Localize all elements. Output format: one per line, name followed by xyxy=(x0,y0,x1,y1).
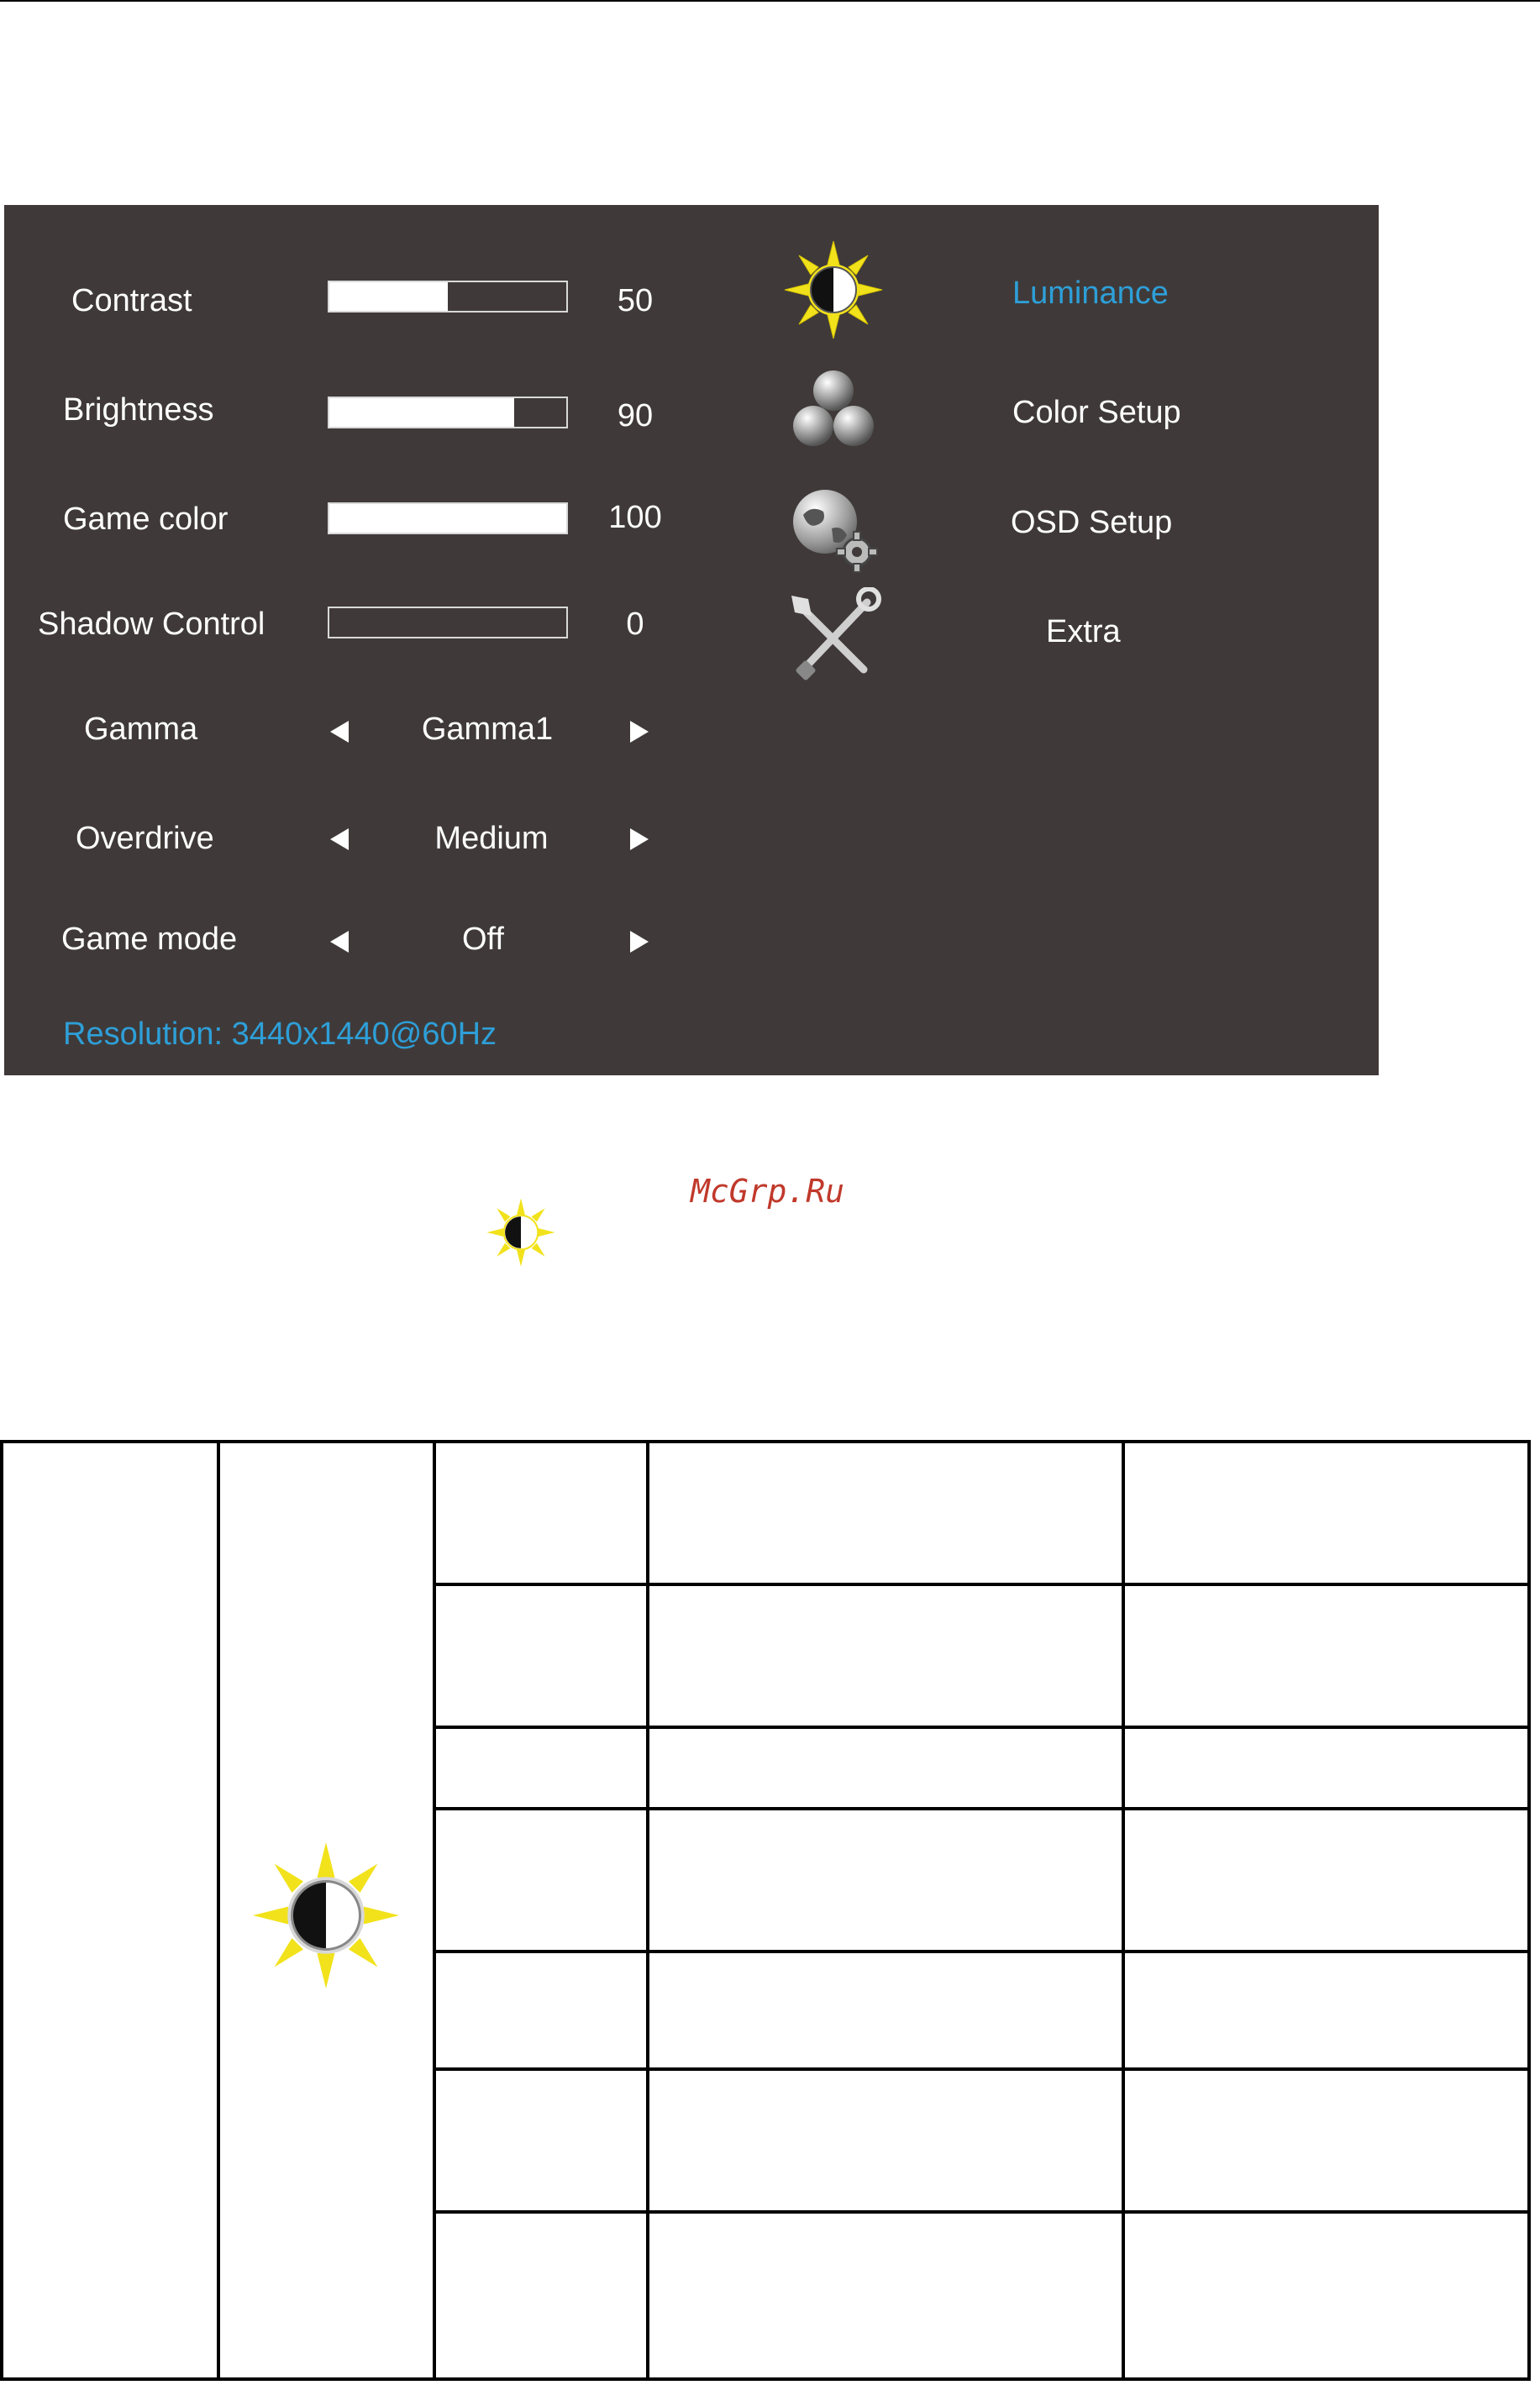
table-cell-main-menu xyxy=(0,1440,220,2381)
table-cell xyxy=(433,1440,649,1586)
table-cell xyxy=(1122,2210,1531,2381)
contrast-label: Contrast xyxy=(71,283,192,318)
table-cell xyxy=(646,1726,1125,1810)
game-mode-label: Game mode xyxy=(61,922,238,957)
table-cell xyxy=(433,1583,649,1729)
brightness-value: 90 xyxy=(617,398,654,433)
game-mode-prev-arrow[interactable] xyxy=(330,931,349,953)
table-cell xyxy=(646,1950,1125,2071)
shadow-control-label: Shadow Control xyxy=(38,607,265,642)
menu-item-osd-setup[interactable]: OSD Setup xyxy=(1011,505,1173,540)
table-cell xyxy=(433,1726,649,1810)
table-cell xyxy=(646,1440,1125,1586)
table-cell xyxy=(433,1950,649,2071)
extra-tools-icon[interactable] xyxy=(783,587,884,688)
menu-item-color-setup[interactable]: Color Setup xyxy=(1012,395,1181,430)
osd-panel xyxy=(4,205,1379,1075)
game-mode-value: Off xyxy=(462,922,504,957)
menu-item-luminance[interactable]: Luminance xyxy=(1012,276,1169,311)
table-cell xyxy=(1122,1440,1531,1586)
table-cell xyxy=(433,2067,649,2214)
brightness-slider[interactable] xyxy=(328,397,568,428)
top-rule xyxy=(0,0,1540,2)
table-cell xyxy=(646,2067,1125,2214)
table-cell xyxy=(646,1807,1125,1953)
contrast-slider[interactable] xyxy=(328,281,568,313)
game-color-value: 100 xyxy=(608,500,662,535)
shadow-control-value: 0 xyxy=(626,607,644,642)
game-color-slider-fill xyxy=(329,504,566,533)
brightness-label: Brightness xyxy=(63,392,214,428)
overdrive-next-arrow[interactable] xyxy=(630,828,649,850)
menu-item-extra[interactable]: Extra xyxy=(1046,614,1121,649)
luminance-small-icon xyxy=(486,1197,556,1268)
osd-setup-icon[interactable] xyxy=(783,478,884,579)
game-color-label: Game color xyxy=(63,502,229,537)
settings-table xyxy=(0,1440,1531,2381)
gamma-next-arrow[interactable] xyxy=(630,721,649,743)
table-cell xyxy=(433,1807,649,1953)
game-color-slider[interactable] xyxy=(328,502,568,534)
luminance-icon[interactable] xyxy=(783,239,884,340)
resolution-info: Resolution: 3440x1440@60Hz xyxy=(63,1017,497,1052)
contrast-slider-fill xyxy=(329,282,448,311)
gamma-prev-arrow[interactable] xyxy=(330,721,349,743)
gamma-label: Gamma xyxy=(84,712,198,747)
overdrive-label: Overdrive xyxy=(76,821,214,856)
shadow-control-slider[interactable] xyxy=(328,607,568,638)
color-setup-icon[interactable] xyxy=(783,360,884,461)
contrast-value: 50 xyxy=(617,283,654,318)
table-cell xyxy=(1122,1807,1531,1953)
table-cell xyxy=(1122,1950,1531,2071)
table-cell xyxy=(1122,2067,1531,2214)
table-cell xyxy=(646,1583,1125,1729)
table-cell xyxy=(646,2210,1125,2381)
table-cell xyxy=(433,2210,649,2381)
table-cell xyxy=(1122,1726,1531,1810)
luminance-icon xyxy=(250,1840,402,1991)
brightness-slider-fill xyxy=(329,398,514,427)
overdrive-value: Medium xyxy=(434,821,549,856)
game-mode-next-arrow[interactable] xyxy=(630,931,649,953)
overdrive-prev-arrow[interactable] xyxy=(330,828,349,850)
gamma-value: Gamma1 xyxy=(421,712,554,747)
watermark-text: McGrp.Ru xyxy=(691,1173,845,1210)
table-cell xyxy=(1122,1583,1531,1729)
